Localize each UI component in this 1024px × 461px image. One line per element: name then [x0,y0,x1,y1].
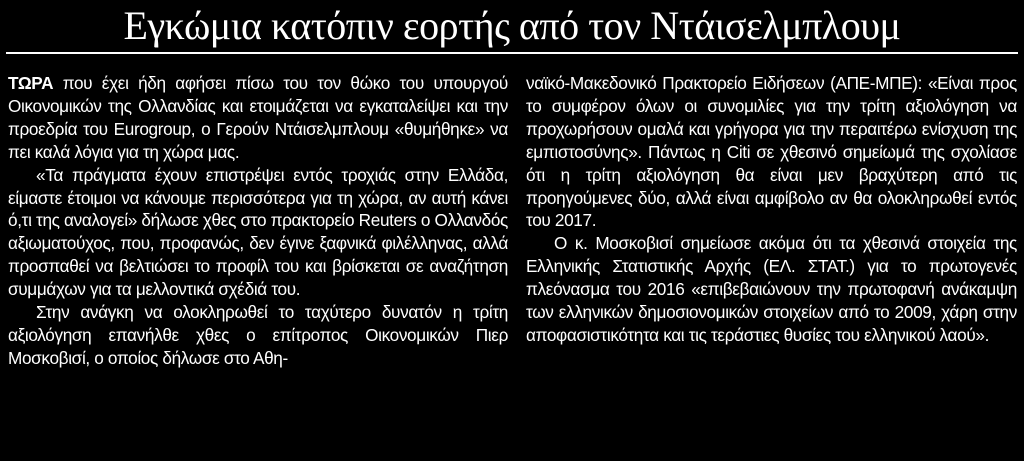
lead-word: ΤΩΡΑ [8,73,54,93]
paragraph-text: που έχει ήδη αφήσει πίσω του τον θώκο του υπουργού Οικονομικών της Ολλανδίας και ετοιμάζεται να εγκαταλείψει και την προεδρία του Eurogroup, ο Γερούν Ντάισελμπλουμ «θυμήθηκε» να πει καλά λόγια για τη χώρα μας. [8,73,508,162]
article-paragraph: Στην ανάγκη να ολοκληρωθεί το ταχύτερο δυνατόν η τρίτη αξιολόγηση επανήλθε χθες ο επίτροπος Οικονομικών Πιερ Μοσκοβισί, ο οποίος δήλωσε στο Αθη- [8,302,508,368]
article-paragraph: ναϊκό-Μακεδονικό Πρακτορείο Ειδήσεων (ΑΠΕ-ΜΠΕ): «Είναι προς το συμφέρον όλων οι συνομιλίες για την τρίτη αξιολόγηση να προχωρήσουν ομαλά και γρήγορα για την περαιτέρω ενίσχυση της εμπιστοσύνης». Πάντως η Citi σε χθεσινό σημείωμά της σχολίασε ότι η τρίτη αξιολόγηση θα είναι μεν βραχύτερη από τις προηγούμενες δύο, αλλά είναι αμφίβολο αν θα ολοκληρωθεί εντός του 2017. [526,73,1017,231]
article-paragraph: Ο κ. Μοσκοβισί σημείωσε ακόμα ότι τα χθεσινά στοιχεία της Ελληνικής Στατιστικής Αρχής (ΕΛ. ΣΤΑΤ.) για το πρωτογενές πλεόνασμα του 2016 «επιβεβαιώνουν την πρωτοφανή ανάκαμψη των ελληνικών δημοσιονομικών στοιχείων από το 2009, χάρη στην αποφασιστικότητα και τις τεράστιες θυσίες του ελληνικού λαού». [526,233,1017,345]
article-paragraph [8,72,508,164]
article-column-right [526,72,1017,347]
article-paragraph: «Τα πράγματα έχουν επιστρέψει εντός τροχιάς στην Ελλάδα, είμαστε έτοιμοι να κάνουμε περισσότερα για τη χώρα, αν αυτή κάνει ό,τι της αναλογεί» δήλωσε χθες στο πρακτορείο Reuters ο Ολλανδός αξιωματούχος, που, προφανώς, δεν έγινε ξαφνικά φιλέλληνας, αλλά προσπαθεί να βελτιώσει το προφίλ του και βρίσκεται σε αναζήτηση συμμάχων για τα μελλοντικά σχέδιά του. [8,164,508,300]
headline-rule [6,52,1018,54]
article-headline: Εγκώμια κατόπιν εορτής από τον Ντάισελμπλουμ [123,3,901,48]
article-column-left [8,72,508,370]
